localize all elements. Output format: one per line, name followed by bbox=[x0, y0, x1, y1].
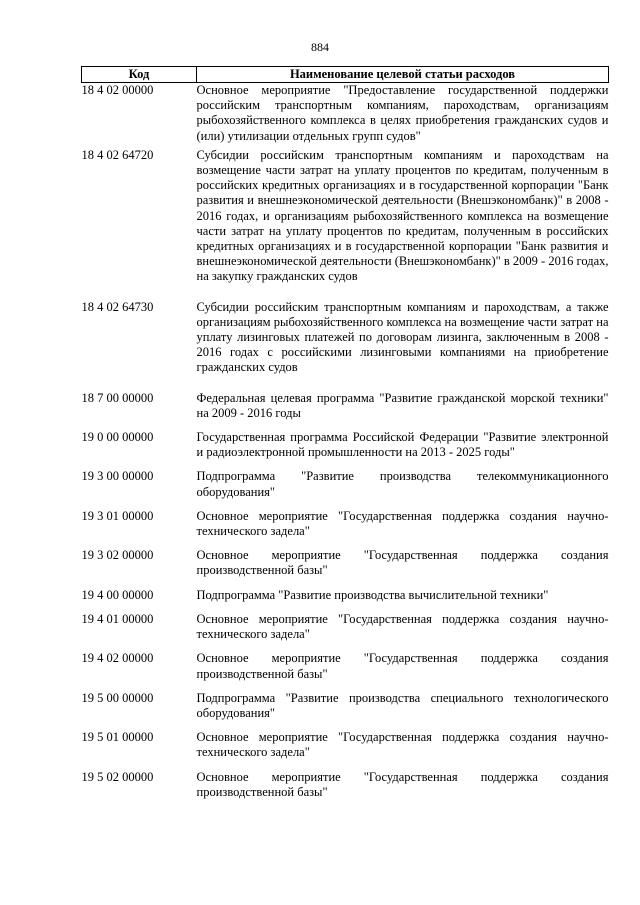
row-code: 19 4 02 00000 bbox=[81, 651, 154, 666]
table-row bbox=[82, 300, 609, 391]
row-code: 18 4 02 64720 bbox=[81, 147, 154, 162]
row-name: Подпрограмма "Развитие производства телекоммуникационного оборудования" bbox=[196, 469, 609, 499]
row-name: Основное мероприятие "Предоставление государственной поддержки российским транспортным компаниям, пароходствам, организациям рыбохозяйственного комплекса в целях приобретения гражданских судов и (или) утилизации отдельных групп судов" bbox=[196, 83, 609, 143]
row-code: 19 4 00 00000 bbox=[81, 587, 154, 602]
table-row bbox=[82, 148, 609, 300]
row-code: 18 4 02 64730 bbox=[81, 299, 154, 314]
row-name: Субсидии российским транспортным компаниям и пароходствам на возмещение части затрат на уплату процентов по кредитам, полученным в российских кредитных организациях и в государственной корпорации "Банк развития и внешнеэкономической деятельности (Внешэкономбанк)" в 2008 - 2016 годах, и организациям рыбохозяйственного комплекса на возмещение части затрат на уплату процентов по кредитам, полученным в российских кредитных организациях и в государственной корпорации "Банк развития и внешнеэкономической деятельности (Внешэкономбанк)" в 2009 - 2016 годах, на закупку гражданских судов bbox=[196, 147, 609, 284]
table-row bbox=[82, 548, 609, 587]
table-row bbox=[82, 83, 609, 148]
row-code: 19 3 01 00000 bbox=[81, 508, 154, 523]
budget-classification-table bbox=[81, 66, 609, 804]
table-row bbox=[82, 770, 609, 804]
row-code: 19 0 00 00000 bbox=[81, 430, 154, 445]
row-name: Основное мероприятие "Государственная поддержка создания научно-технического задела" bbox=[196, 508, 609, 539]
row-name: Основное мероприятие "Государственная поддержка создания научно-технического задела" bbox=[196, 611, 609, 642]
page-number: 884 bbox=[311, 40, 329, 54]
row-code: 19 3 00 00000 bbox=[81, 469, 154, 484]
table-row bbox=[82, 391, 609, 430]
row-code: 19 5 02 00000 bbox=[81, 769, 154, 784]
row-code: 18 4 02 00000 bbox=[81, 83, 154, 97]
table-row bbox=[82, 430, 609, 469]
column-header-code: Код bbox=[82, 67, 197, 83]
row-code: 19 4 01 00000 bbox=[81, 611, 154, 626]
row-name: Субсидии российским транспортным компаниям и пароходствам, а также организациям рыбохозяйственного комплекса на возмещение части затрат на уплату лизинговых платежей по договорам лизинга, заключенным в 2008 - 2016 годах с российскими лизинговыми компаниями на приобретение гражданских судов bbox=[196, 299, 609, 375]
row-code: 19 3 02 00000 bbox=[81, 548, 154, 563]
row-code: 19 5 01 00000 bbox=[81, 730, 154, 745]
row-name: Основное мероприятие "Государственная поддержка создания производственной базы" bbox=[196, 651, 609, 681]
row-name: Государственная программа Российской Федерации "Развитие электронной и радиоэлектронной промышленности на 2013 - 2025 годы" bbox=[196, 430, 609, 460]
column-header-name: Наименование целевой статьи расходов bbox=[197, 67, 609, 83]
row-code: 18 7 00 00000 bbox=[81, 390, 154, 405]
table-row bbox=[82, 730, 609, 769]
table-row bbox=[82, 588, 609, 612]
row-name: Подпрограмма "Развитие производства специального технологического оборудования" bbox=[196, 690, 609, 720]
table-row bbox=[82, 612, 609, 651]
row-name: Основное мероприятие "Государственная поддержка создания производственной базы" bbox=[196, 548, 609, 578]
row-name: Подпрограмма "Развитие производства вычислительной техники" bbox=[196, 587, 549, 602]
table-row bbox=[82, 469, 609, 508]
row-name: Основное мероприятие "Государственная поддержка создания научно-технического задела" bbox=[196, 730, 609, 760]
row-code: 19 5 00 00000 bbox=[81, 690, 154, 705]
row-name: Федеральная целевая программа "Развитие гражданской морской техники" на 2009 - 2016 годы bbox=[196, 390, 609, 420]
table-row bbox=[82, 509, 609, 548]
table-header-row bbox=[82, 67, 609, 83]
row-name: Основное мероприятие "Государственная поддержка создания производственной базы" bbox=[196, 769, 609, 799]
table-row bbox=[82, 691, 609, 730]
table-row bbox=[82, 651, 609, 690]
